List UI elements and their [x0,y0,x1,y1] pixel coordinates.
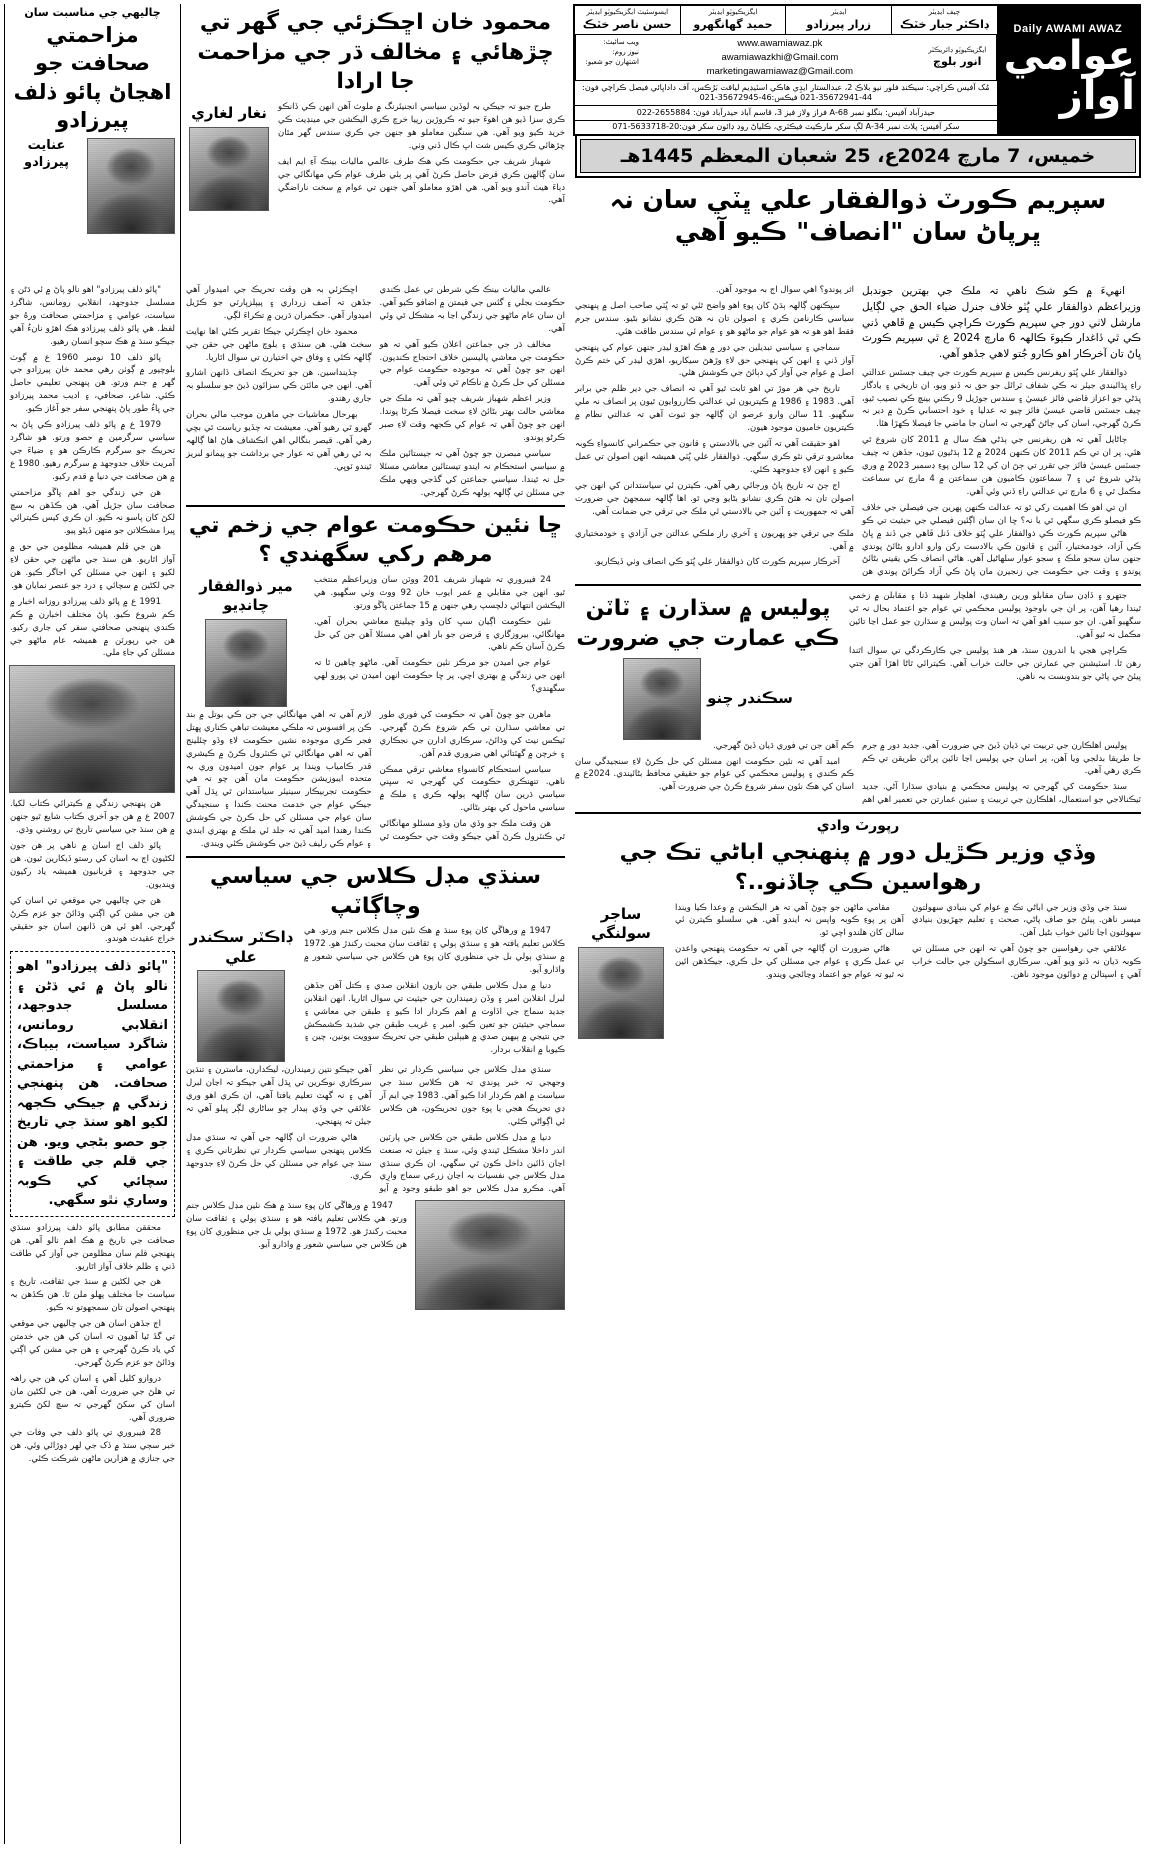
middle-para-1: شهباز شريف جي حڪومت ڪي هڪ طرف عالمي ماليات بينڪ آءِ ايم ايف سان ڳالهين ڪري قرض حاصل ڪرڻ آهي پر ٻئي طرف عوام ڪي مهانگائي جي دٻاءَ هيٺ آندو ويو آهي. هي اهڙو معاملو آهي جنهن تي عوام ۾ سخت ناراضگي آهي. [278,156,565,206]
left-more-4: 28 فيبروري تي پائو ذلف جي وفات جي خبر سڄي سنڌ ۾ ڏک جي لهر ڊوڙائي وئي. هن جي جنازي ۾ هزارين ماڻهن شرڪت ڪئي. [10,1428,175,1465]
cm-photo [415,1200,565,1310]
left-kicker: چاليهي جي مناسبت سان [24,6,161,19]
middle-byline: نغار لغاري [191,104,267,123]
sub-para-5: هن وقت ملڪ جو وڏي مان وڏو مسئلو مهانگائي ٿي ڪنٽرول ڪرڻ آهي جيڪو وقت جي حڪومت ٿي لازم آهي تہ اهي مهانگائي جي جن ڪي بوتل ۾ بند ڪن پر افسوس تہ ملڪي معيشت تباهي ڪناري ڀهتل فجر ڪري موجوده نشين حڪومت لاءِ وڏو چئلينج آهي تہ اهي مهانگائي ٿي ڪنٽرول ڪرڻ ۾ ڪيشري قدر ڪامياب ويندا پر عوام جون اميدون وري بہ متحده ايبوزيشن حڪومت مان آهن چو تہ هي حڪومت تجربيڪار سينيئر سياستدانن ٿي ڀڌل آهي جيڪي عوام جي خدمت محنت ڪندا ۽ سنجيدگي سان عوام جي مسئلن کي حل ڪرڻ جي ڪوشش ڪندا رهندا اميد آهي تہ جلد ئي ملڪ ۾ بهتري ايندي ۽ عوام ڪي رليف ڏيڻ جي ڪوشش ڪئي ويندي. [186,709,565,849]
left-more-2: اڄ جڏهن اسان هن جي چاليهي جي موقعي تي گڏ ٿيا آهيون تہ اسان کي هن جي خدمتن کي ياد ڪرڻ گهرجي ۽ هن جي مشن کي اڳتي وڌائڻ جو عزم ڪرڻ گهرجي. [10,1319,175,1368]
issue-date: خميس، 7 مارچ 2024ع، 25 شعبان المعظم 1445هـ [620,144,1096,167]
logo-latin-text: Daily AWAMI AWAZ [1013,23,1123,36]
lead-para-8: هاڻي سپريم ڪورٽ ڪي ذوالفقار علي ڀُٽو خلاف ڏنل ڦاهي جي ڏند ۾ ڀاڻ ڪي آزاد، خودمختيار، آئين ۽ قانون ڪي بالادست رکن وارو ادارو بڻائڻ پوندي جنهن سان سجو ملڪ ۽ سجو عوار سلهاڻيل آهي. هاڻي انصاف ڪي يقيني بڻائڻ پوندو ۽ وقت جي حڪومت جي زنجيرن مان ڀاڻ ڪي آزاد ڪرائڻ پوندي هن ملڪ جي ترقي جو ڀهريون ۽ آخري راز ملڪي عدالتن جي آزادي ۽ خودمختياري ۾ آهي. [575,528,1141,578]
left-more-0: محققن مطابق پائو ذلف پيرزادو سنڌي صحافت جي تاريخ ۾ هڪ اهم نالو آهي. هن پنهنجي قلم سان مظلومن جي آواز کي طاقت ڏني ۽ ظلم خلاف آواز اٿاريو. [10,1222,175,1272]
police-para-1: ڪراچي هجي يا اندرون سنڌ، هر هنڌ پوليس جي ڪارڪردگي تي سوال اٿندا رهن ٿا. اسٽيشنن جي عمارتن جي حالت خراب آهي. ڪيترائي ٿاڻا اهڙا آهن جتي پيئڻ جي پاڻي جو بندوبست بہ ناهي. [849,645,1141,682]
logo-sindhi-text: عوامي آواز [1003,33,1135,120]
left-column-top [4,4,180,284]
middle-para-5: سياسي مبصرن جو چوڻ آهي تہ جيستائين ملڪ ۾ سياسي استحڪام نہ ايندو تيستائين معاشي مسئلا حل نہ ٿيندا. سياسي جماعتن کي گڏجي ويهي ملڪ جي مسئلن تي ڳالهہ ٻولهہ ڪرڻ گهرجي. [379,448,565,498]
divider-3 [186,505,565,507]
police-para-0: جتهرو ۽ ڏاڍن سان مقابلو ورين رهيندي، اهلچار شهيد ڏنا ۽ مقابلن ۾ زخمي ٿيندا رهيا آهن، پر ان جي باوجود پوليس محڪمي تي عوام جو اعتماد بحال نہ ٿي سگهيو آهي. ان جو سبب اهو آهي تہ اسان وٽ پوليس ۾ سڌارن جو عمل اڃا تائين مڪمل نہ ٿيو آهي. [849,591,1141,640]
staff-row [575,6,997,35]
police-body [575,740,1141,808]
mid3-para-5: 1947 ۾ ورهاڱي کان پوءِ سنڌ ۾ هڪ نئين مڊل ڪلاس جنم ورتو. هي ڪلاس تعليم يافتہ هو ۽ سنڌي ٻولي ۽ ثقافت سان محبت رکندڙ هو. 1972 ۾ سنڌي ٻولي بل جي منظوري کان پوءِ هن ڪلاس جي سياسي شعور ۾ واڌارو آيو. [186,1201,408,1250]
police-para-3: سنڌ حڪومت کي گهرجي تہ پوليس محڪمي ۾ بنيادي سڌارا آڻي. جديد ٽيڪنالاجي جو استعمال، اهلڪارن جي تربيت ۽ سٺين عمارتن جي تعمير اهي اهم ڪم آهن جن تي فوري ڌيان ڏيڻ گهرجي. [713,740,1141,806]
report-para-2: مقامي ماڻهن جو چوڻ آهي تہ هر اليڪشن ۾ وعدا ڪيا ويندا آهن پر پوءِ ڪوبہ واپس نہ ايندو آهي. هي سلسلو ڪيترن ئي سالن کان هلندو اچي ٿو. [675,902,904,939]
police-para-2: پوليس اهلڪارن جي تربيت تي ڌيان ڏيڻ جي ضرورت آهي. جديد دور ۾ جرم جا طريقا بدلجي ويا آهن، پر اسان جي پوليس اڃا تائين پراڻن طريقن تي ڪم ڪري رهي آهي. [862,740,1141,777]
sub-body-tail [186,709,565,851]
middle-para-7: محمود خان اڇڪزئي جيڪا تقرير ڪئي اها نهايت سخت هئي. هن سنڌي ۽ بلوچ ماڻهن جي حقن جي ڳالهہ ڪئي ۽ وفاق جي اختيارن تي سوال اٿاريا. [186,326,372,363]
lead-headline: سپريم ڪورٽ ذوالفقار علي ڀٽي سان نہ ڀرپاڻ سان "انصاف" ڪيو آهي [609,184,1107,247]
divider-4 [186,856,565,858]
mid3-para-4: هاڻي ضرورت ان ڳالهہ جي آهي تہ سنڌي مڊل ڪلاس پنهنجي سياسي ڪردار تي نظرثاني ڪري ۽ سنڌ جي عوام جي مسئلن کي حل ڪرڻ لاءِ جدوجهد ڪري. [186,1132,372,1182]
report-byline: ساجر سولنگي [591,904,651,943]
lead-para-6: اهو حقيقت آهي تہ آئين جي بالادستي ۽ قانون جي حڪمراني کانسواءِ ڪوبہ معاشرو ترقي نٿو ڪري سگهي. ذوالفقار علي ڀُٽي هميشہ انهن اصولن تي عمل ڪيو ۽ انهن لاءِ جدوجهد ڪئي. [575,438,854,475]
pull-quote-box [10,951,175,1217]
sub-para-0: 24 فيبروري تہ شهباز شريف 201 ووٽن سان وزيراعظم منتخب ٿيو. انهن جي مقابلي ۾ عمر ايوب خان 92 ووٽ وٺي سگهيو. هي اليڪشن انتهائي دلچسپ رهي جنهن ۾ 15 جماعتن ڀاڱو ورتو. [314,574,565,611]
police-para-4: اميد آهي تہ نئين حڪومت انهن مسئلن کي حل ڪرڻ لاءِ سنجيدگي سان ڪم ڪندي ۽ پوليس محڪمي کي عوام جو حقيقي محافظ بڻائيندي. 2024ع ۾ اسان کي هڪ نئون سفر شروع ڪرڻ جي ضرورت آهي. [575,756,854,793]
lead-para-4: سماجي ۽ سياسي تبديلين جي دور ۾ هڪ اهڙو ليڊر جنهن عوام کي پنهنجي آواز ڏني ۽ انهن کي پنهنجي حق لاءِ وڙهڻ سيکاريو، اهڙي ليڊر کي ختم ڪرڻ اصل ۾ عوام جي آواز کي دٻائڻ جي ڪوشش هئي. [575,342,854,379]
left-headline: مزاحمتي صحافت جو اهڃاڻ پائو ذلف پيرزادو [13,23,172,133]
mid3-para-1: دنيا ۾ مڊل ڪلاس طبقي جن بازون انقلابن صدي ۽ ڪتل آهن جڏهن لبرل انقلابن امير ۽ وڏن زميندارن جي حيثيت تي سوال اٿاريا. انهن انقلابن جديد سماج جي اڏاوت ۾ اهم ڪردار ادا ڪيو ۽ طبقن جي معاشي ۽ سماجي حيثيتن جو تعين ڪيو. امير ۽ غريب طبقن جي شديد ڪشمڪش جي نتيجي ۾ ٻيهين صدي ۾ هيٻلين طبقي جي تحريڪ سوويت يونين، چين ۽ ڪيوبا ۾ انقلاب بردار. [304,980,565,1056]
third-byline-middle: ڊاڪٽر سڪندر علي [189,928,293,966]
left-para-4: هن جي قلم هميشہ مظلومن جي حق ۾ آواز اٿاريو. هن سنڌ جي ماڻهن جي حقن لاءِ لکيو ۽ انهن جي مسئلن کي اجاگر ڪيو. هن جي لکڻين ۾ سچائي ۽ درد جو عنصر نمايان هو. [10,542,175,591]
middle-para-4: وزير اعظم شهباز شريف چيو آهي تہ ملڪ جي معاشي حالت بهتر بڻائڻ لاءِ سخت فيصلا ڪرڻا پوندا. انهن جو چوڻ آهي تہ عوام کي ڪجهہ وقت لاءِ صبر ڪرڻو پوندو. [379,394,565,443]
divider-2 [575,812,1141,814]
report-label: رپورٽ وادي [816,818,900,835]
lead-para-1: ڄاڻايل آهي تہ هن ريفرنس جي ٻڌڻي هڪ سال ۾ 2011 کان شروع ٿي هئي. پر ان تي ڪم 2011 کان ڪنهن 2024 ۾ 12 ٻڌڻيون ٿيون، جڏهن تہ چيف جسٽس عيسيٰ فائز جي تقرر تي ڄڻ ان کي 12 سالن پوءِ ڊسمبر 2023 ۾ وري ٻڌڻي شروع ٿي ۽ 7 سماعتون ڪاميون هن سماعتن ۾ 4 مارچ تي سماعت مڪمل ٿي ۽ 6 مارچ تي عدالتي راءِ ڏني وئي آهي. [862,435,1141,497]
sub-byline: مير ذوالفقار چانڊيو [199,576,293,615]
lead-body [575,284,1141,528]
left-more-1: هن جي لکڻين ۾ سنڌ جي ثقافت، تاريخ ۽ سياست جا مختلف پهلو ملن ٿا. هن ڪڏهن بہ پنهنجي اصولن تان سمجهوتو نہ ڪيو. [10,1277,175,1314]
middle-para-3: مخالف ڌر جي جماعتن اعلان ڪيو آهي تہ هو حڪومت جي معاشي پاليسين خلاف احتجاج ڪنديون. انهن جو چوڻ آهي تہ موجوده حڪومت عوام جي مسئلن کي حل ڪرڻ ۾ ناڪام ٿي وئي آهي. [379,339,565,389]
sub-para-1: نئين حڪومت اڳيان سڀ کان وڏو چيلينج معاشي بحران آهي. مهانگائي، بيروزگاري ۽ قرضن جو بار اهي اهي مسئلا آهن جن کي حل ڪرڻ آسان ڪم ناهي. [314,616,565,653]
author-photo-sikandar-ali [197,970,285,1062]
middle-body [186,284,565,500]
sub-para-4: سياسي استحڪام کانسواءِ معاشي ترقي ممڪن ناهي. تنهنڪري حڪومت کي گهرجي تہ سڀني سياسي ڌرين سان ڳالهہ ٻولهہ ڪري ۽ ملڪ ۾ سياسي ماحول کي بهتر بڻائي. [379,764,565,814]
mid3-para-2: سنڌي مڊل ڪلاس جي سياسي ڪردار تي نظر وجهجي تہ خبر پوندي تہ هن ڪلاس سنڌ جي سياست ۾ اهم ڪردار ادا ڪيو آهي. 1983 جي ايم آر ڊي تحريڪ هجي يا پوءِ جون تحريڪون، هن ڪلاس ئي اڳواڻي ڪئي. [379,1065,565,1127]
mid3-para-0: 1947 ۾ ورهاڱي کان پوءِ سنڌ ۾ هڪ نئين مڊل ڪلاس جنم ورتو. هي ڪلاس تعليم يافتہ هو ۽ سنڌي ٻولي ۽ ثقافت سان محبت رکندڙ هو. 1972 ۾ سنڌي ٻولي بل جي منظوري کان پوءِ هن ڪلاس جي سياسي شعور ۾ واڌارو آيو. [304,926,565,975]
report-para-1: علائقي جي رهواسين جو چوڻ آهي تہ انهن جي مسئلن تي ڪوبہ ڌيان نہ ڏنو ويو آهي. سرڪاري اسڪولن جي حالت خراب آهي ۽ اسپتالن ۾ دوائون موجود ناهن. [912,944,1141,981]
address-hyderabad: حيدرآباد آفيس: بنگلو نمبر 68-A فراز ولاز فيز 3، قاسم آباد حيدرآباد فون: 2655884-022 [575,105,997,119]
report-para-0: سنڌ جي وڏي وزير جي اباڻي تڪ ۾ عوام کي بنيادي سهولتون ميسر ناهن. پيئڻ جو صاف پاڻي، صحت ۽ تعليم جهڙيون بنيادي سهولتون اڃا تائين خواب بڻيل آهن. [912,902,1141,939]
right-column-body [570,284,1146,1844]
middle-para-2: عالمي ماليات بينڪ ڪي شرطن تي عمل ڪندي حڪومت بجلي ۽ گئس جي قيمتن ۾ اضافو ڪيو آهي. ان سان عام ماڻهو جي زندگي اڃا بہ مشڪل ٿي وئي آهي. [379,285,565,334]
middle-headline: محمود خان اڇڪزئي جي گهر تي چڙهائي ۽ مخالف ڌر جي مزاحمت جا ارادا [197,10,554,95]
masthead [573,4,1141,136]
author-photo-sajir-solangi [578,947,664,1039]
sub-para-3: ماهرن جو چوڻ آهي تہ حڪومت کي فوري طور تي معاشي سڌارن تي ڪم شروع ڪرڻ گهرجي. ٽيڪس نيٽ کي وڌائڻ، سرڪاري ادارن جي نجڪاري ۽ خرچن ۾ گهٽتائي اهي ضروري قدم آهن. [379,709,565,759]
left-column-body [4,284,180,1844]
middle-column-top [180,4,570,284]
left-para-2: 1979 ع ۾ پائو ذلف پيرزادو ڪي پاڻ بہ سياسي سرگرمين ۾ حصو ورتو. هو شاگرد تحريڪ جو سرگرم ڪارڪن هو ۽ ضياءَ جي آمريت خلاف جدوجهد ۾ سرگرم رهيو. 1980 ع ۾ هن صحافت جي دنيا ۾ قدم رکيو. [10,420,175,482]
middle-para-8: چڏينداسين. هن جو تحريڪ انصاف ڏانهن اشارو آهي. انهن جي مائٽن ڪي سزائون ڏيڻ جو سلسلو بہ جاري رهندو. [186,368,372,405]
marketing-email[interactable]: marketingawamiawaz@Gmail.com [706,65,854,77]
left-para-1: پائو ذلف 10 نومبر 1960 ع ۾ ڳوٺ بلوچپور ۾ ڳوٺن رهي محمد خان پيرزادو جي گهر ۾ جنم ورتو. هن پنهنجي تعليمي حاصل ڪئي. شاعر، صحافي، ۽ اديب محمد پيرزادو جي ڀاءُ طور پاڻ پنهنجي سفر جو آغاز ڪيو. [10,352,175,415]
middle-para-6: اڇڪزئي بہ هن وقت تحريڪ جي اميدوار آهي جڏهن تہ آصف زرداري ۽ پيپلزپارٽي جو ڪڙيل اميدوار آهي. حڪمران ڌرين ۾ تڪراءَ لڳي. [186,285,372,321]
newsroom-email[interactable]: awamiawazkhi@Gmail.com [721,51,839,63]
sub-para-2: عوام جي اميدن جو مرڪز نئين حڪومت آهي. ماڻهو چاهين ٿا تہ انهن جي زندگي ۾ بهتري اچي. پر ڇا حڪومت انهن اميدن تي پورو لهي سگهندي؟ [314,658,565,695]
contact-values [641,35,919,80]
lead-lede: انهيءَ ۾ ڪو شڪ ناهي تہ ملڪ جي بهترين جوندبل وزيراعظم ذوالفقار علي ڀُٽو خلاف جنرل ضياء الحق جي لڳايل مارشل لاٺي دور جي سپريم ڪورٽ ڪراچي ڪيس ۾ ڦاهي ڏني ڪي ٿي ڏاغدار ڪيوءَ ڪالهہ 6 مارچ 2024 ع ٿي سپريم ڪورٽ ڀاڻ تان آخرڪار اهو ڪارو جُتو لاهي جڏهو آهي. [862,285,1141,360]
masthead-logo [997,6,1139,134]
author-photo-naghar [189,127,269,211]
middle-para-9: بهرحال معاشيات جي ماهرن موجب مالي بحران گهرو ٿي رهيو آهي. معيشت تہ چڏيو رياست ٿي بڇي رهي آهي. قيصر بنگالي اهي انڪشاف هاڻ اها ڳالهہ بہ ٿي رهي آهي تہ عوار جي برداشت جو پيمانو لبريز ٿيندو ٽوڀي. [186,410,372,472]
contact-row [575,35,997,80]
lead-para-9: آخرڪار سپريم ڪورٽ کان ذوالفقار علي ڀُٽو ڪي انصاف وٺي ڏيڪاريو. [593,557,840,568]
middle-para-0: طرح جيو تہ جيڪي بہ لوڏين سياسي انجنيئرنگ ۾ ملوث آهن انهن ڪي ڏانڪو ڪري سزا ڏيو هن اهوءَ جيو تہ ڪروڙين رپيا خرچ ڪري اليڪشن جي مينڊيت ڪي خريد ڪيو ويو آهي. هي سنگين معاملو هو جنهن جي ڪري سندس گهر مٿان چڙهائي ڪري ڪيس شت اڀ ڪال ڏني وٺي. [278,102,565,151]
left-para-6: هن پنهنجي زندگي ۾ ڪيترائي ڪتاب لکيا. 2007 ع ۾ هن جو آخري ڪتاب شايع ٿيو جنهن ۾ هن سنڌ جي سياسي تاريخ تي روشني وڌي. [10,799,175,836]
website-url[interactable]: www.awamiawaz.pk [737,38,823,50]
date-bar-wrap [575,136,1141,178]
author-photo-inayat [87,138,175,234]
staff-editor: ايڊيٽر زرار پيرزادو [785,6,891,34]
report-headline: وڏي وزير ڪڙيل دور ۾ پنهنجي اباڻي تڪ جي رهواسين ڪي چاڏنو..؟ [619,840,1097,895]
mid3-para-3: دنيا ۾ مڊل ڪلاس طبقي جن ڪلاس جي پارٽين اندر داخلا مشڪل ٿيندي وئي، سنڌ ۽ جيئن تہ صنعت اڃان ڏائين داخل ڪون ٿي سگهي، ان ڪري سنڌي مڊل ڪلاس جي نفسيات بہ اڃان زرعي سماج وارِي آهي. مڪرو مڊل ڪلاس جو اهو طبقو وجود ۾ آيو آهي جيڪو نتين زميندارن، ليڪدارن، ماسترن ۽ تنڌين سرڪاري نوڪرين تي ڀڌل آهي جيڪو تہ اڃان لبرل آهي ۽ نہ گهٽ تعليم يافتا آهي، ان ڪري اهو وري علائقي جي وڏي ٻيدار ڄو ساڻاري لڳر ڀيلو آهي تہ جيئن تہ پنهنجي. [186,1065,565,1195]
contact-labels: ويب سائيٽ: نيوز روم: اشتهارن جو شعبو: [575,35,641,80]
author-photo-sikandar-chano [623,658,701,740]
divider-1 [575,584,1141,586]
lead-para-0: ذوالفقار علي ڀُٽو ريفرنس ڪيس ۾ سپريم ڪورٽ جي چيف جسٽس عدالتي راءِ ڀڌائيندي جيئر نہ ڪي شفاف ٽرائل جو حق نہ ڏنو ويو، ان تاريخي ۽ يادگار ڀڌڻي جو اعزاز قاضي فائز عيسيٰ ۽ سندس جوڙيل 9 رڪني بينچ ڪي نصيب ٿيو، چيف جسٽس قاضي عيسيٰ فائز چيو تہ عدليا ۽ خود احتسابي ڪرڻ ۾ دير نہ ڪرڻ گهرجي، اسان کي ڄاڻڻ گهرجي تہ اسان جا ماضي جا فيصلا ڪهڙا هئا. [862,367,1142,430]
lead-para-3: سڀڪنهن ڳالهہ ٻڌڻ کان پوءِ اهو واضح ٿئي ٿو تہ ڀُٽي صاحب اصل ۾ پنهنجي سياسي ڪارنامن ڪري ۽ اصولن تان نہ هٽڻ ڪري نشانو بڻيو. سندس جرم فقط اهو هو تہ هو عوام جو ماڻهو هو ۽ عوام ئي سندس طاقت هئي. [575,300,854,337]
left-para-3: هن جي زندگي جو اهم ڀاڱو مزاحمتي صحافت سان جڙيل آهي. هن ڪڏهن بہ سچ لکڻ کان پاسو نہ ڪيو. ان ڪري کيس ڪيترائي ڀيرا مشڪلاتن جو منهن ڏيڻو پيو. [10,487,175,537]
sub-headline: ڇا نئين حڪومت عوام جي زخم تي مرهم رکي سگهندي ؟ [188,512,563,568]
lead-para-2: ان تي اهو ڪا اهميت رکي ٿو تہ عدالت ڪنهن پهرين جي فيصلي جي خلاف ڪو فيصلو ڪري سگهي ٿي يا نہ؟ ڇا ان سان اڳئين فيصلي جي حيثيت تي ڪو اثر پوندو؟ اهي سوال اڄ بہ موجود آهن. [715,285,1141,526]
lead-para-5: تاريخ جي هر موڙ تي اهو ثابت ٿيو آهي تہ انصاف جي دير ظلم جي برابر آهي. 1983 ۽ 1986 ۾ ڪيتريون ئي عدالتي ڪارروايون ٿيون پر انصاف نہ ملي سگهيو. 11 سالن وارو عرصو ان ڳالهہ جو ثبوت آهي تہ عدالتي نظام ۾ ڪيتريون خاميون موجود هيون. [575,384,855,434]
police-byline: سڪندر چنو [707,688,793,707]
left-para-7: پائو ذلف اڄ اسان ۾ ناهي پر هن جون لکڻيون اڄ بہ اسان کي رستو ڏيکارين ٿيون. هن جي جدوجهد ۽ قربانيون هميشہ ياد رکيون وينديون. [10,841,175,890]
left-para-5: 1991 ع ۾ پائو ذلف پيرزادو روزانه اخبار ۾ ڪم شروع ڪيو. پاڻ مختلف اخبارن ۾ ڪم ڪندي پنهنجي صحافتي سفر کي جاري رکيو. هن جي رپورٽن ۾ هميشہ عام ماڻهو جي مسئلن کي جاءِ ملي. [10,596,175,659]
left-byline: عنايت پيرزادو [24,138,69,170]
middle-column-body [180,284,570,1844]
police-headline: پوليس ۾ سڌارن ۽ ٽاٽن ڪي عمارت جي ضرورت [576,596,840,651]
right-column-top [570,4,1146,284]
staff-executive-editor: ايگزيڪيوٽِو ايڊيٽر حميد گهانگهرو [680,6,786,34]
executive-director: ايگزيڪيوٽِو ڊائريڪٽر انور بلوچ [919,35,997,80]
address-sukkur: سکر آفيس: پلاٽ نمبر 34-A لڳ سکر مارڪيٽ فيڪٽري، ڪلياڻ روڊ ڊائون سکر فون:20-5633718-071 [575,120,997,134]
left-more-3: دروازو کليل آهي ۽ اسان کي هن جي راهہ تي هلڻ جي ضرورت آهي. هن جي لکڻين مان اسان کي سکڻ گهرجي تہ سچ لکڻ ڪيترو ضروري آهي. [10,1373,175,1423]
report-para-3: هاڻي ضرورت ان ڳالهہ جي آهي تہ حڪومت پنهنجي واعدن تي عمل ڪري ۽ عوام جي مسئلن کي حل ڪري. جيڪڏهن ائين نہ ٿيو تہ عوام جو اعتماد وڃائجي ويندو. [675,944,904,981]
lead-body-tail [575,528,1141,580]
pull-quote-text: "پائو ذلف پيرزادو" اهو نالو پاڻ ۾ ئي ڌڻن ۽ مسلسل جدوجهد، انقلابي رومانس، شاگرد سياست، بيباڪ، عوامي ۽ مزاحمتي صحافت. هن پنهنجي زندگي ۾ جيڪي ڪجهہ لکيو اهو سنڌ جي تاريخ جو حصو بڻجي ويو. هن جي قلم جي طاقت ۽ سچائي کي ڪوبہ وساري نٿو سگهي. [17,959,168,1209]
left-para-0: "پائو ذلف پيرزادو" اهو نالو پاڻ ۾ ئي ڌڻن ۽ مسلسل جدوجهد، انقلابي رومانس، شاگرد سياست، عوامي ۽ مزاحمتي صحافت ورهُ جو لفظ. هي پائو ذلف پيرزادو هڪ اهڙو نانءُ آهي جيڪو سنڌ ۾ هڪ سچو انسان رهيو. [10,285,175,347]
address-karachi: مُک آفيس ڪراچي: سيڪنڊ فلور نيو بلاڪ 2، عبدالستار ايڊِي هاڪي اسٽيڊيم لياقت بَرُڪس، آف داداڀائي فيصل ڪراچي فون: 44-35672941-021 فيڪس:46-35672945-021 [575,80,997,105]
date-bar [580,139,1136,173]
left-para-8: هن جي چاليهي جي موقعي تي اسان کي هن جي مشن کي اڳتي وڌائڻ جو عزم ڪرڻ گهرجي. اهو ئي هن ڏانهن اسان جو حقيقي خراج عقيدت هوندو. [10,895,175,945]
mid3-body [186,1064,565,1196]
author-photo-zulfiqar-chandio [205,619,287,707]
staff-chief-editor: چيف ايڊيٽر ڊاڪٽر جبار خٽڪ [891,6,997,34]
third-headline-middle: سنڌي مڊل ڪلاس جي سياسي وچاڳاٽپ [209,863,542,919]
lead-para-7: اڄ ڄڻ تہ تاريخ پاڻ ورجائي رهي آهي. ڪيترن ئي سياستدانن کي انهن جي اصولن تان نہ هٽڻ ڪري نشانو بڻايو وڃي ٿو. اها ڳالهہ سمجهڻ جي ضرورت آهي تہ جمهوريت ۽ آئين جي بالادستي ئي ملڪ جي ترقي جي ضمانت آهي. [575,480,854,517]
staff-associate-editor: ايسوسئيٽ ايگزيڪيوٽِو ايڊيٽر حسن ناصر خٽڪ [582,8,672,31]
portrait-photo-zulf [9,665,175,793]
